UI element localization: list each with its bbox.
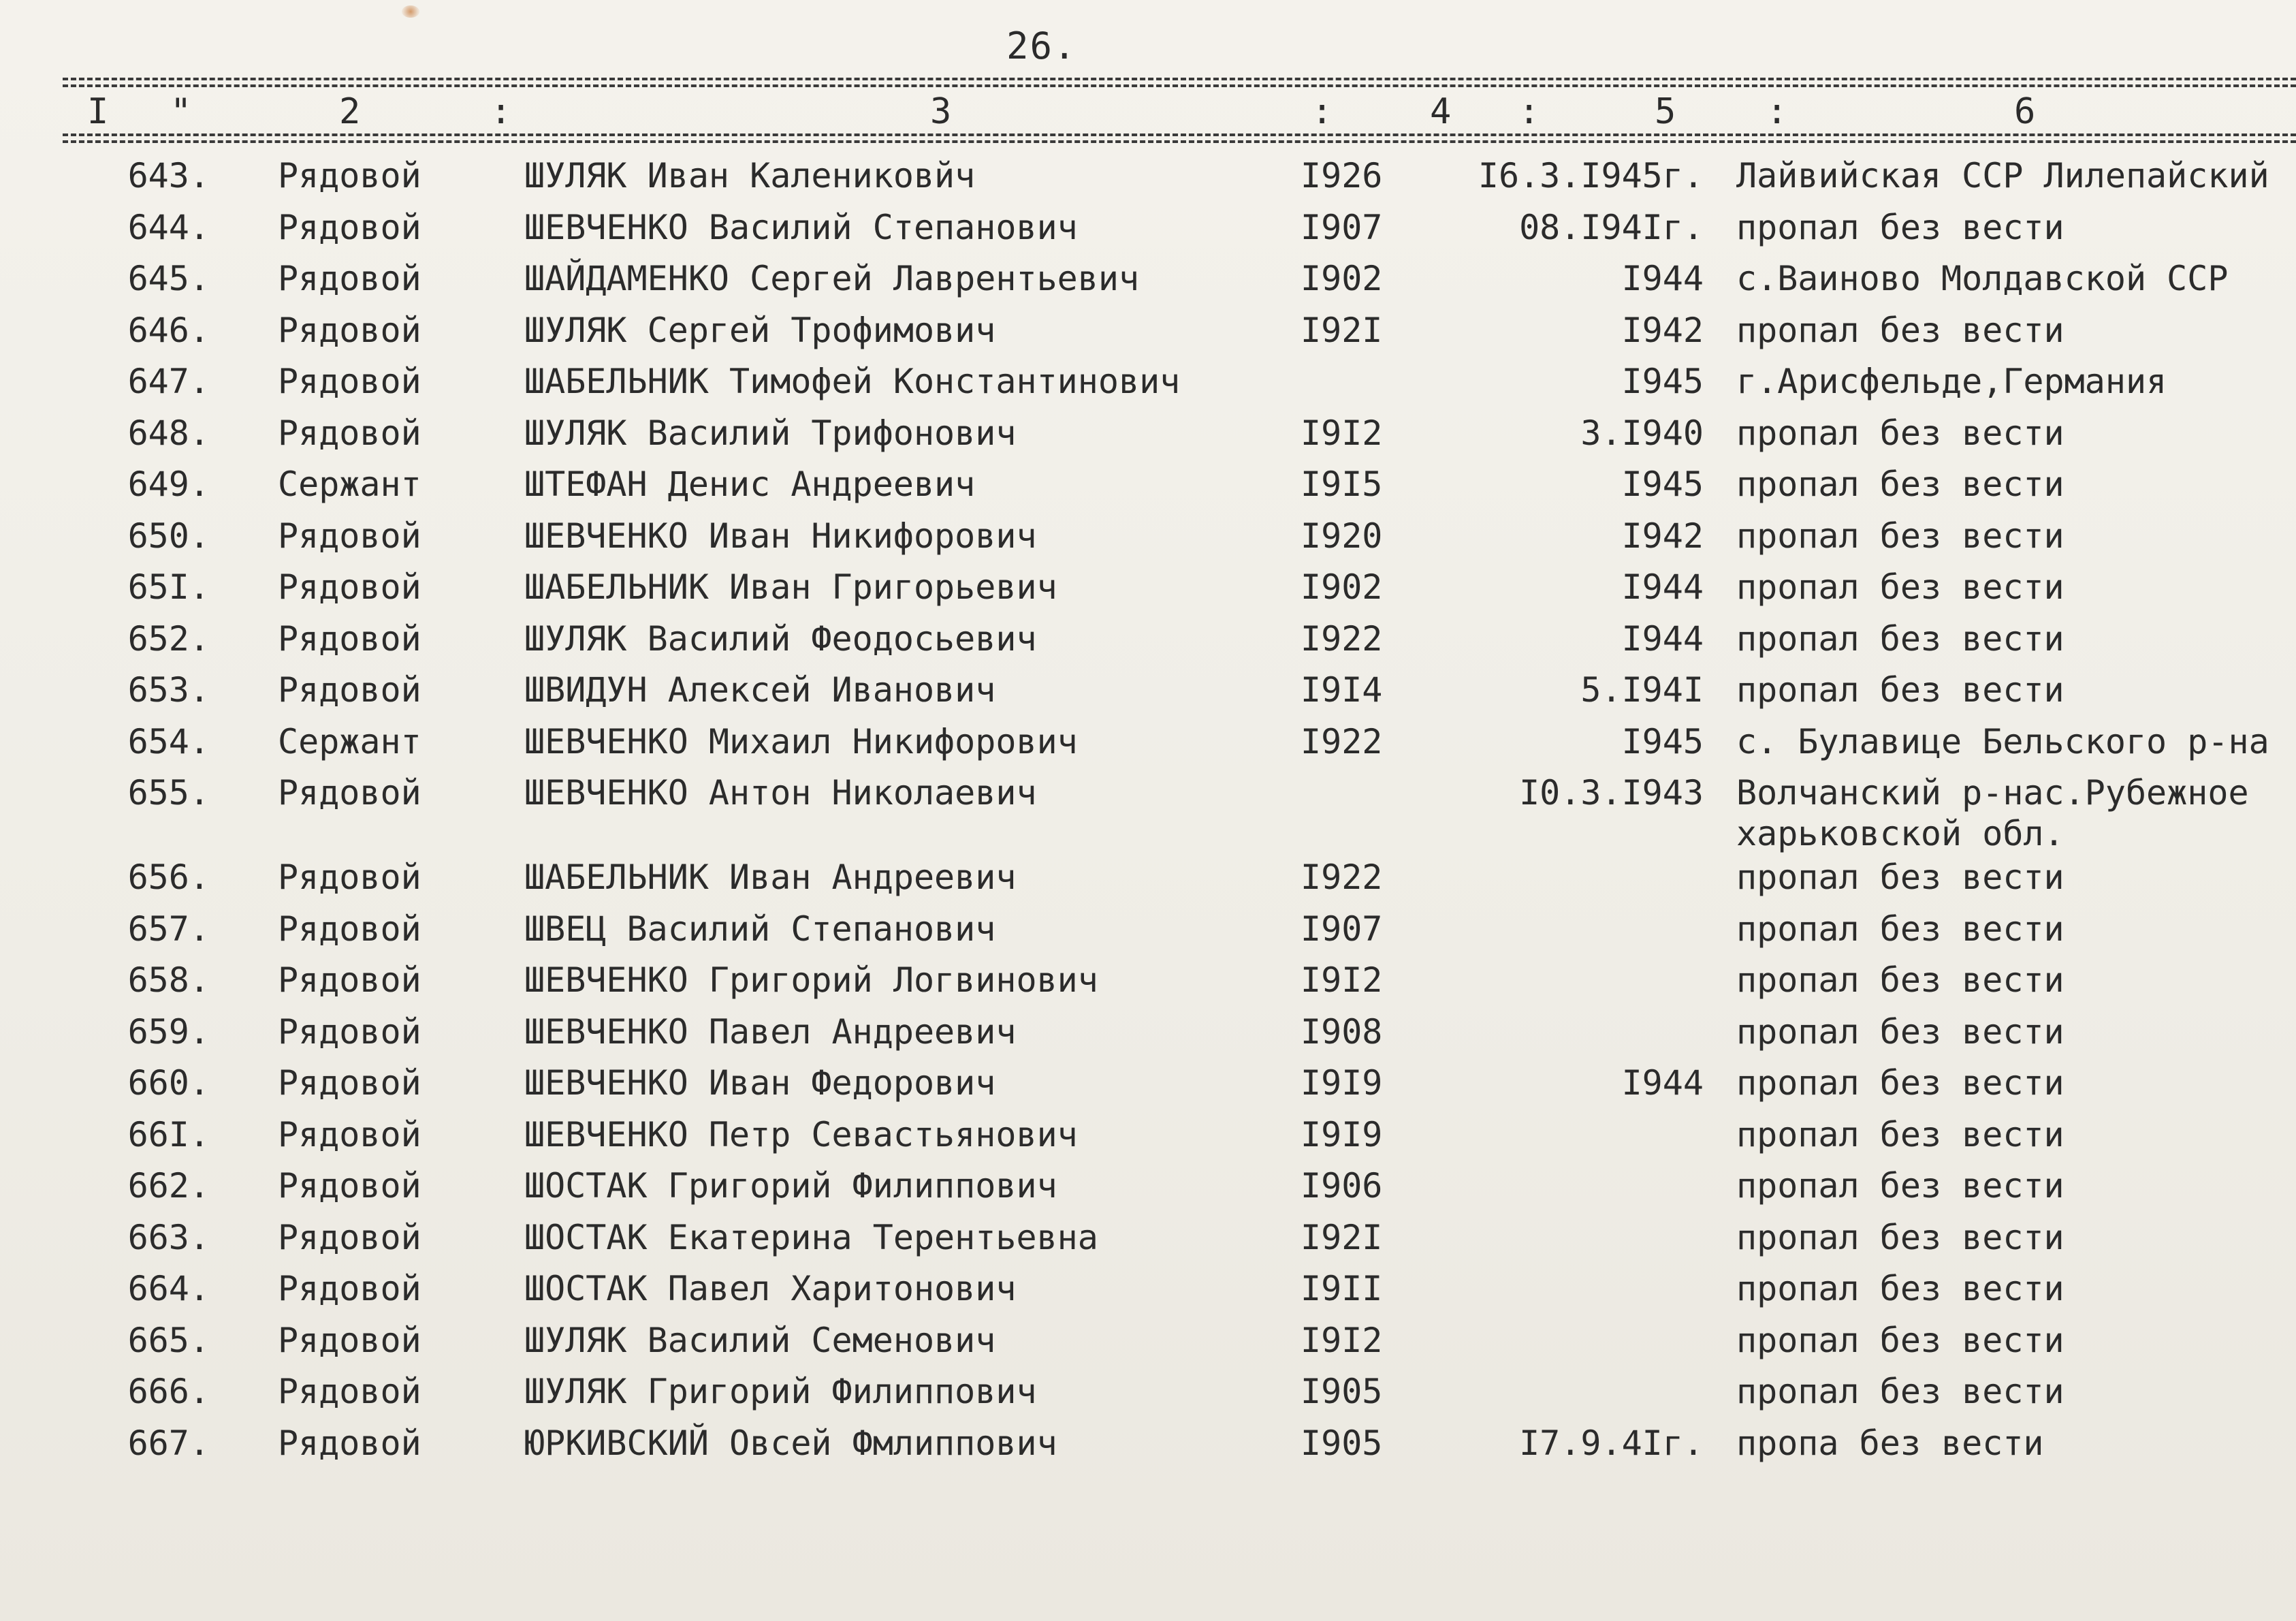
cell-year: I902 xyxy=(1301,567,1383,607)
cell-year: I905 xyxy=(1301,1372,1383,1411)
cell-note: пропал без вести xyxy=(1736,1011,2064,1052)
table-row xyxy=(0,721,2296,773)
table-row xyxy=(0,567,2296,618)
cell-name: ШЕВЧЕНКО Василий Степанович xyxy=(524,207,1078,247)
cell-rank: Сержант xyxy=(278,465,421,504)
cell-date xyxy=(1430,1268,1736,1320)
cell-year xyxy=(1301,361,1430,413)
cell-rank: Рядовой xyxy=(278,1320,421,1360)
header-separator: : xyxy=(490,91,512,132)
table-row xyxy=(0,857,2296,909)
cell-name: ШАБЕЛЬНИК Иван Андреевич xyxy=(524,857,1017,897)
cell-name: ШЕВЧЕНКО Иван Никифорович xyxy=(524,516,1037,556)
header-separator: : xyxy=(1518,91,1540,132)
cell-rank: Рядовой xyxy=(278,259,421,298)
cell-date: I944 xyxy=(1621,618,1704,659)
cell-rank: Рядовой xyxy=(278,1114,421,1154)
cell-num: 645. xyxy=(127,259,210,298)
cell-year: I905 xyxy=(1301,1423,1383,1463)
cell-date: I945 xyxy=(1621,465,1704,504)
cell-date xyxy=(1430,857,1736,909)
cell-rank: Рядовой xyxy=(278,567,421,607)
cell-name: ШУЛЯК Василий Трифонович xyxy=(524,413,1017,453)
header-col-3: 3 xyxy=(930,91,952,132)
cell-num: 655. xyxy=(127,773,210,813)
cell-date xyxy=(1430,1165,1736,1217)
cell-note: пропал без вести xyxy=(1736,909,2064,949)
cell-num: 662. xyxy=(127,1166,210,1206)
cell-num: 66I. xyxy=(127,1114,210,1154)
cell-date xyxy=(1430,1371,1736,1423)
cell-num: 664. xyxy=(127,1269,210,1308)
cell-rank: Рядовой xyxy=(278,1166,421,1206)
cell-name: ШУЛЯК Иван Калениковйч xyxy=(524,156,976,195)
cell-rank: Рядовой xyxy=(278,857,421,897)
header-separator: : xyxy=(1311,91,1333,132)
cell-rank: Рядовой xyxy=(278,1063,421,1103)
cell-date: I945 xyxy=(1621,721,1704,761)
cell-date xyxy=(1430,960,1736,1011)
cell-num: 644. xyxy=(127,207,210,247)
casualty-list-body xyxy=(0,155,2296,1474)
column-header-row xyxy=(0,87,2296,132)
cell-name: ШЕВЧЕНКО Михаил Никифорович xyxy=(524,721,1078,761)
cell-date: I944 xyxy=(1621,1063,1704,1103)
cell-name: ШВИДУН Алексей Иванович xyxy=(524,670,996,710)
cell-rank: Сержант xyxy=(278,721,421,761)
cell-date: 08.I94Iг. xyxy=(1519,207,1704,247)
cell-name: ШЕВЧЕНКО Антон Николаевич xyxy=(524,773,1037,813)
cell-note: Лайвийская ССР Лилепайский xyxy=(1736,156,2269,195)
table-row xyxy=(0,361,2296,413)
cell-year: I907 xyxy=(1301,909,1383,949)
cell-year: I920 xyxy=(1301,516,1383,556)
table-row xyxy=(0,618,2296,670)
casualty-list-table xyxy=(0,155,2296,1474)
cell-date: I6.3.I945г. xyxy=(1478,156,1704,195)
cell-num: 643. xyxy=(127,156,210,195)
table-row xyxy=(0,1217,2296,1269)
cell-name: ШУЛЯК Василий Феодосьевич xyxy=(524,618,1037,659)
cell-year: I926 xyxy=(1301,156,1383,195)
cell-num: 653. xyxy=(127,670,210,710)
cell-rank: Рядовой xyxy=(278,156,421,195)
cell-date: I7.9.4Iг. xyxy=(1519,1423,1704,1463)
cell-num: 658. xyxy=(127,960,210,1000)
header-col-6: 6 xyxy=(2014,91,2036,132)
cell-date: I944 xyxy=(1621,567,1704,607)
cell-year: I907 xyxy=(1301,207,1383,247)
cell-note: пропал без вести xyxy=(1736,207,2064,247)
table-row xyxy=(0,1063,2296,1114)
cell-rank: Рядовой xyxy=(278,960,421,1000)
header-col-1-mark: " xyxy=(170,91,192,132)
cell-rank: Рядовой xyxy=(278,310,421,350)
cell-note: пропал без вести xyxy=(1736,310,2064,350)
cell-name: ШЕВЧЕНКО Петр Севастьянович xyxy=(524,1114,1078,1154)
cell-year: I9II xyxy=(1301,1269,1383,1308)
cell-date xyxy=(1430,1217,1736,1269)
header-col-5: 5 xyxy=(1655,91,1676,132)
table-row xyxy=(0,155,2296,207)
cell-year: I906 xyxy=(1301,1166,1383,1206)
table-row xyxy=(0,1371,2296,1423)
cell-note: пропал без вести xyxy=(1736,567,2064,607)
cell-year: I9I9 xyxy=(1301,1114,1383,1154)
cell-year: I9I5 xyxy=(1301,465,1383,504)
cell-num: 667. xyxy=(127,1423,210,1463)
cell-rank: Рядовой xyxy=(278,618,421,659)
cell-year: I922 xyxy=(1301,721,1383,761)
cell-name: ЮРКИВСКИЙ Овсей Фмлиппович xyxy=(524,1423,1057,1463)
cell-num: 659. xyxy=(127,1011,210,1052)
cell-rank: Рядовой xyxy=(278,1011,421,1052)
cell-note: с.Ваиново Молдавской ССР xyxy=(1736,259,2229,298)
cell-rank: Рядовой xyxy=(278,1372,421,1411)
cell-year: I9I2 xyxy=(1301,960,1383,1000)
table-row xyxy=(0,310,2296,362)
cell-num: 660. xyxy=(127,1063,210,1103)
cell-name: ШУЛЯК Сергей Трофимович xyxy=(524,310,996,350)
table-row xyxy=(0,772,2296,857)
cell-name: ШАБЕЛЬНИК Иван Григорьевич xyxy=(524,567,1057,607)
cell-note: пропал без вести xyxy=(1736,1217,2064,1257)
cell-note: пропал без вести xyxy=(1736,413,2064,453)
cell-rank: Рядовой xyxy=(278,670,421,710)
table-row xyxy=(0,207,2296,259)
cell-year: I922 xyxy=(1301,618,1383,659)
table-row xyxy=(0,1165,2296,1217)
cell-rank: Рядовой xyxy=(278,207,421,247)
cell-rank: Рядовой xyxy=(278,773,421,813)
cell-note: пропал без вести xyxy=(1736,1372,2064,1411)
cell-name: ШАЙДАМЕНКО Сергей Лаврентьевич xyxy=(524,259,1140,298)
header-col-1: I xyxy=(87,91,109,132)
header-col-4: 4 xyxy=(1430,91,1452,132)
cell-num: 65I. xyxy=(127,567,210,607)
cell-num: 665. xyxy=(127,1320,210,1360)
cell-date: 5.I94I xyxy=(1580,670,1704,710)
cell-year: I9I9 xyxy=(1301,1063,1383,1103)
cell-name: ШЕВЧЕНКО Иван Федорович xyxy=(524,1063,996,1103)
cell-note: пропал без вести xyxy=(1736,1320,2064,1360)
cell-year: I902 xyxy=(1301,259,1383,298)
cell-num: 652. xyxy=(127,618,210,659)
cell-name: ШАБЕЛЬНИК Тимофей Константинович xyxy=(524,362,1181,401)
header-separator: : xyxy=(1766,91,1788,132)
cell-note: г.Арисфельде,Германия xyxy=(1736,362,2167,401)
table-row xyxy=(0,1268,2296,1320)
cell-note: пропал без вести xyxy=(1736,1166,2064,1206)
table-row xyxy=(0,909,2296,960)
cell-num: 649. xyxy=(127,465,210,504)
cell-note: пропал без вести xyxy=(1736,516,2064,556)
cell-name: ШЕВЧЕНКО Григорий Логвинович xyxy=(524,960,1098,1000)
cell-date xyxy=(1430,1114,1736,1166)
cell-num: 657. xyxy=(127,909,210,949)
cell-year: I908 xyxy=(1301,1011,1383,1052)
cell-rank: Рядовой xyxy=(278,413,421,453)
cell-rank: Рядовой xyxy=(278,516,421,556)
cell-date xyxy=(1430,1011,1736,1063)
cell-name: ШВЕЦ Василий Степанович xyxy=(524,909,996,949)
cell-name: ШТЕФАН Денис Андреевич xyxy=(524,465,976,504)
cell-note: пропал без вести xyxy=(1736,1114,2064,1154)
table-row xyxy=(0,413,2296,465)
header-col-2: 2 xyxy=(339,91,361,132)
cell-note: пропал без вести xyxy=(1736,465,2064,504)
cell-date: I942 xyxy=(1621,516,1704,556)
table-row xyxy=(0,960,2296,1011)
cell-name: ШУЛЯК Григорий Филиппович xyxy=(524,1372,1037,1411)
cell-num: 663. xyxy=(127,1217,210,1257)
cell-year: I9I2 xyxy=(1301,413,1383,453)
cell-note: Волчанский р-нас.Рубежное харьковской обл. xyxy=(1736,773,2249,853)
cell-rank: Рядовой xyxy=(278,362,421,401)
cell-note: пропал без вести xyxy=(1736,670,2064,710)
paper-stain xyxy=(402,5,419,18)
cell-date: I945 xyxy=(1621,362,1704,401)
cell-name: ШУЛЯК Василий Семенович xyxy=(524,1320,996,1360)
cell-name: ШОСТАК Григорий Филиппович xyxy=(524,1166,1057,1206)
cell-note: пропал без вести xyxy=(1736,960,2064,1000)
cell-name: ШЕВЧЕНКО Павел Андреевич xyxy=(524,1011,1017,1052)
table-row xyxy=(0,670,2296,721)
cell-name: ШОСТАК Екатерина Терентьевна xyxy=(524,1217,1098,1257)
cell-num: 648. xyxy=(127,413,210,453)
table-row xyxy=(0,1423,2296,1475)
cell-name: ШОСТАК Павел Харитонович xyxy=(524,1269,1017,1308)
cell-num: 650. xyxy=(127,516,210,556)
cell-note: пропал без вести xyxy=(1736,1063,2064,1103)
table-row xyxy=(0,1320,2296,1372)
cell-date: 3.I940 xyxy=(1580,413,1704,453)
table-row xyxy=(0,258,2296,310)
table-row xyxy=(0,1114,2296,1166)
cell-num: 656. xyxy=(127,857,210,897)
cell-year: I9I2 xyxy=(1301,1320,1383,1360)
cell-rank: Рядовой xyxy=(278,1423,421,1463)
cell-note: с. Булавице Бельского р-на xyxy=(1736,721,2269,761)
cell-num: 647. xyxy=(127,362,210,401)
cell-year: I92I xyxy=(1301,1217,1383,1257)
cell-year: I922 xyxy=(1301,857,1383,897)
cell-note: пропал без вести xyxy=(1736,857,2064,897)
cell-date xyxy=(1430,909,1736,960)
table-row xyxy=(0,464,2296,516)
cell-date: I944 xyxy=(1621,259,1704,298)
cell-year xyxy=(1301,772,1430,857)
cell-year: I9I4 xyxy=(1301,670,1383,710)
cell-year: I92I xyxy=(1301,310,1383,350)
cell-num: 646. xyxy=(127,310,210,350)
header-top-rule xyxy=(63,78,2296,80)
cell-note: пропал без вести xyxy=(1736,618,2064,659)
cell-note: пропал без вести xyxy=(1736,1269,2064,1308)
cell-date: I0.3.I943 xyxy=(1519,773,1704,813)
header-bottom-rule xyxy=(63,133,2296,136)
cell-note: пропа без вести xyxy=(1736,1423,2044,1463)
cell-num: 654. xyxy=(127,721,210,761)
page-number: 26. xyxy=(1006,25,1077,67)
table-row xyxy=(0,516,2296,567)
cell-date: I942 xyxy=(1621,310,1704,350)
cell-rank: Рядовой xyxy=(278,1269,421,1308)
cell-num: 666. xyxy=(127,1372,210,1411)
table-row xyxy=(0,1011,2296,1063)
cell-rank: Рядовой xyxy=(278,909,421,949)
cell-rank: Рядовой xyxy=(278,1217,421,1257)
header-bottom-rule-2 xyxy=(63,140,2296,143)
cell-date xyxy=(1430,1320,1736,1372)
